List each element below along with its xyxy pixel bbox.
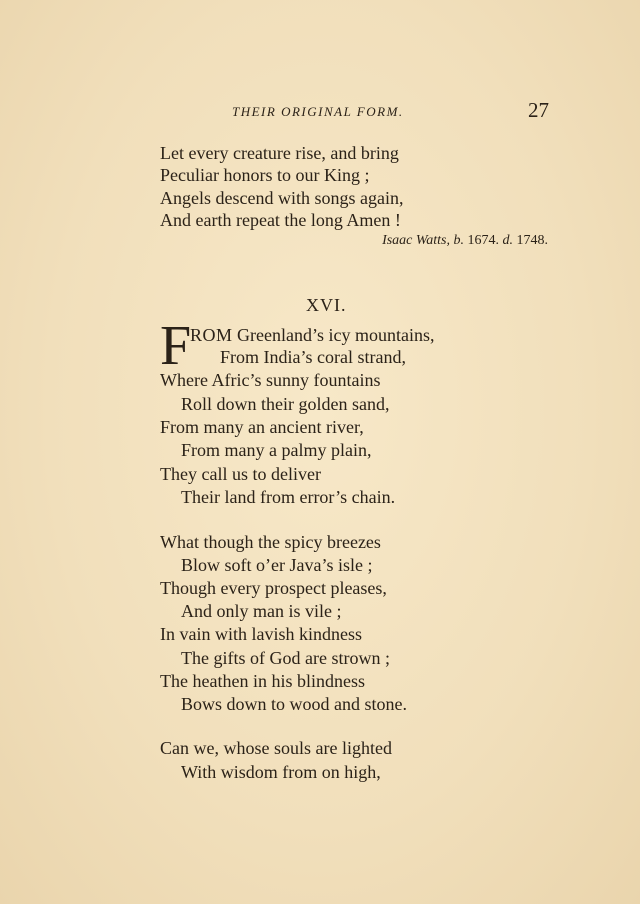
first-word-caps: ROM (190, 325, 233, 345)
died-year: 1748. (516, 233, 548, 248)
verse-line: Roll down their golden sand, (181, 394, 390, 414)
verse-line: In vain with lavish kindness (160, 624, 362, 644)
verse-line: And earth repeat the long Amen ! (160, 210, 401, 230)
verse-line: From many an ancient river, (160, 417, 364, 437)
drop-cap: F (160, 315, 192, 377)
verse-line: Where Afric’s sunny fountains (160, 370, 381, 390)
page-number: 27 (528, 98, 549, 122)
attribution (382, 233, 548, 249)
hymn-number: XVI. (306, 295, 347, 315)
verse-line: Bows down to wood and stone. (181, 694, 407, 714)
died-label: d. (502, 233, 513, 248)
born-label: b. (453, 233, 464, 248)
first-line-rest: Greenland’s icy mountains, (232, 325, 435, 345)
verse-line: Blow soft o’er Java’s isle ; (181, 555, 373, 575)
verse-line: They call us to deliver (160, 464, 321, 484)
verse-line: The gifts of God are strown ; (181, 648, 390, 668)
born-year: 1674. (467, 233, 499, 248)
running-head: THEIR ORIGINAL FORM. (232, 104, 404, 119)
author-name: Isaac Watts, (382, 233, 450, 248)
verse-line: Can we, whose souls are lighted (160, 738, 392, 758)
verse-line: Angels descend with songs again, (160, 188, 404, 208)
verse-line: Peculiar honors to our King ; (160, 165, 370, 185)
verse-line: What though the spicy breezes (160, 532, 381, 552)
verse-line: From India’s coral strand, (220, 347, 406, 367)
verse-line: Let every creature rise, and bring (160, 143, 399, 163)
verse-line: With wisdom from on high, (181, 762, 381, 782)
verse-line: From many a palmy plain, (181, 440, 372, 460)
verse-line: The heathen in his blindness (160, 671, 365, 691)
verse-line: Though every prospect pleases, (160, 578, 387, 598)
verse-line: Their land from error’s chain. (181, 487, 396, 507)
verse-line: And only man is vile ; (181, 601, 342, 621)
verse-line-first (190, 325, 434, 345)
